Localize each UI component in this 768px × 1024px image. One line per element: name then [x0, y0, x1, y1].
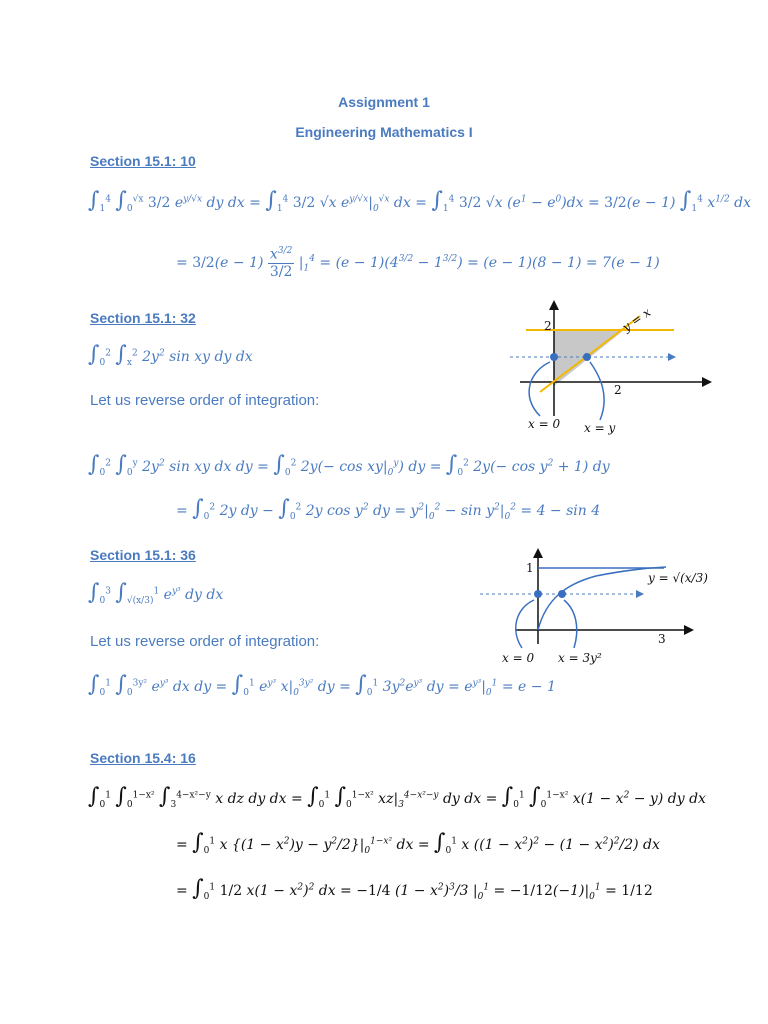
region-figure-15-1-32 — [500, 296, 720, 440]
label-x-equals-0: x = 0 — [528, 417, 561, 431]
label-y-equals-x: y = x — [619, 305, 654, 335]
arrow-left — [529, 362, 550, 416]
strip-arrowhead — [636, 590, 644, 598]
section-heading-15-1-32: Section 15.1: 32 — [90, 310, 196, 326]
y-axis-arrow — [549, 300, 559, 310]
point-right — [583, 353, 591, 361]
equation-15-1-10-line1: $\int_1^4$ $\int_0^{√x}$ 3/2 $e^{y/√x}$ dy dx = $\int_1^4$ 3/2 √x $e^{y/√x}|_0^{√x}$ dx = $\int_1^4$ 3/2 √x $(e^1 - e^0)dx = 3/2(e - 1)$ $\int_1^4$ $x^{1/2}$ dx — [88, 188, 751, 214]
point-right — [558, 590, 566, 598]
point-left — [550, 353, 558, 361]
arrow-left — [516, 600, 534, 648]
x-axis-arrow — [684, 625, 694, 635]
label-x-equals-y: x = y — [584, 421, 616, 435]
note-reverse-order-36: Let us reverse order of integration: — [90, 633, 320, 650]
integral-15-1-36: $\int_0^3$ $\int_{√(x/3)}^1$ $e^{y^3}$ dy dx — [88, 580, 224, 606]
page-subtitle: Engineering Mathematics I — [295, 124, 473, 140]
strip-arrowhead — [668, 353, 676, 361]
label-x-equals-3y2: x = 3y² — [558, 651, 602, 665]
y-axis-arrow — [533, 548, 543, 558]
equation-15-1-32-line2: = $\int_0^2$ 2y dy − $\int_0^2$ 2y $\cos y^2$ dy = $y^2|_0^2 - \sin y^2|_0^2 = 4 - \sin 4$ — [176, 496, 601, 522]
label-curve: y = √(x/3) — [648, 571, 708, 585]
equation-15-1-36-line1: $\int_0^1$ $\int_0^{3y^2}$ $e^{y^3}$ dx dy = $\int_0^1$ $e^{y^3}$ $x|_0^{3y^2}$ dy = $\int_0^1$ $3y^2e^{y^3}$ dy = $e^{y^3}|_0^1 = e - 1$ — [88, 672, 556, 698]
equation-15-1-10-line2: = 3/2(e − 1) $\frac{x^{3/2}}{3/2}$ $|_1^4 = (e - 1)(4^{3/2} - 1^{3/2}) = (e - 1)(8 - 1) = 7(e - 1)$ — [176, 246, 660, 280]
arrow-right — [590, 362, 604, 420]
region-figure-15-1-36 — [476, 544, 726, 668]
tick-label-x: 2 — [614, 383, 622, 397]
section-heading-15-1-10: Section 15.1: 10 — [90, 153, 196, 169]
note-reverse-order-32: Let us reverse order of integration: — [90, 392, 320, 409]
equation-15-1-32-line1: $\int_0^2$ $\int_0^y$ $2y^2$ sin xy dx dy = $\int_0^2$ $2y(- \cos xy|_0^y)$ dy = $\int_0^2$ $2y(- \cos y^2 + 1)$ dy — [88, 452, 610, 478]
x-axis-arrow — [702, 377, 712, 387]
tick-label-x: 3 — [658, 632, 666, 646]
equation-15-4-16-line2: = $\int_0^1$ x $\{(1 - x^2)y - y^2/2\}|_0^{1-x^2}$ dx = $\int_0^1$ x $((1 - x^2)^2 - (1 - x^2)^2/2)$ dx — [176, 830, 660, 856]
tick-label-y: 2 — [544, 319, 552, 333]
equation-15-4-16-line1: $\int_0^1$ $\int_0^{1-x^2}$ $\int_3^{4-x^2-y}$ x dz dy dx = $\int_0^1$ $\int_0^{1-x^2}$ $xz|_3^{4-x^2-y}$ dy dx = $\int_0^1$ $\int_0^{1-x^2}$ $x(1 - x^2 - y)$ dy dx — [88, 784, 706, 810]
arrow-right — [564, 600, 577, 648]
page-title: Assignment 1 — [338, 94, 430, 110]
point-left — [534, 590, 542, 598]
section-heading-15-1-36: Section 15.1: 36 — [90, 547, 196, 563]
section-heading-15-4-16: Section 15.4: 16 — [90, 750, 196, 766]
equation-15-4-16-line3: = $\int_0^1$ 1/2 $x(1 - x^2)^2$ dx = −1/4 $(1 - x^2)^3/3$ $|_0^1 = -1/12(-1)|_0^1 = 1/12$ — [176, 876, 653, 902]
curve-sqrt — [538, 567, 666, 630]
integral-15-1-32: $\int_0^2$ $\int_x^2$ $2y^2$ sin xy dy dx — [88, 342, 253, 368]
tick-label-y: 1 — [526, 561, 534, 575]
label-x-equals-0: x = 0 — [502, 651, 535, 665]
